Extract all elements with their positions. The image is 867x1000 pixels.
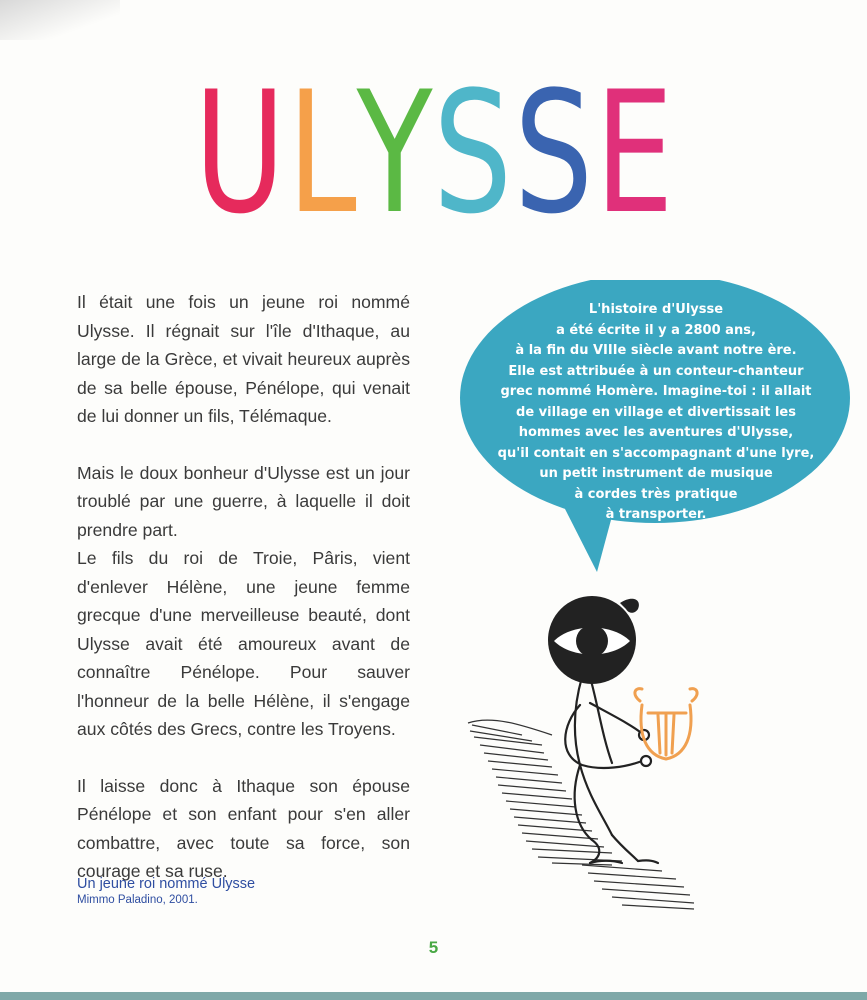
bubble-line: de village en village et divertissait les: [516, 404, 796, 420]
page-title: [0, 55, 867, 251]
caption-title: Un jeune roi nommé Ulysse: [77, 876, 256, 892]
bubble-line: a été écrite il y a 2800 ans,: [556, 322, 756, 338]
title-letter: U: [194, 55, 287, 251]
bubble-line: grec nommé Homère. Imagine-toi : il allait: [500, 384, 812, 399]
page-corner-shadow: [0, 0, 120, 40]
bubble-line: un petit instrument de musique: [539, 466, 773, 481]
homer-eye-character-illustration: [462, 585, 722, 920]
title-letter: Y: [356, 55, 434, 251]
bubble-line: Elle est attribuée à un conteur-chanteur: [508, 363, 804, 379]
story-text: [77, 288, 410, 886]
bubble-line: hommes avec les aventures d'Ulysse,: [518, 425, 794, 440]
artwork-caption: [77, 876, 255, 906]
lyre: [635, 689, 697, 759]
bubble-line: à la fin du VIIIe siècle avant notre ère.: [515, 343, 797, 358]
bubble-line: à transporter.: [605, 507, 707, 522]
title-letter: E: [594, 55, 675, 251]
bottom-edge: [0, 992, 867, 1000]
title-letter: L: [287, 55, 359, 251]
paragraph: Mais le doux bonheur d'Ulysse est un jour troublé par une guerre, à laquelle il doit prendre part.: [77, 462, 410, 540]
page-number: 5: [428, 938, 439, 957]
caption-subtitle: Mimmo Paladino, 2001.: [77, 894, 198, 906]
title-letter: S: [433, 55, 514, 251]
paragraph: Le fils du roi de Troie, Pâris, vient d'enlever Hélène, une jeune femme grecque d'une merveilleuse beauté, dont Ulysse avait été amoureux avant de connaître Pénélope. Pour sauver l'honneur de la belle Hélène, il s'engage aux côtés des Grecs, contre les Troyens.: [77, 548, 410, 739]
paragraph: Il laisse donc à Ithaque son épouse Pénélope et son enfant pour s'en aller combattre, avec toute sa force, son courage et sa ruse.: [77, 775, 410, 881]
paragraph: Il était une fois un jeune roi nommé Ulysse. Il régnait sur l'île d'Ithaque, au large de la Grèce, et vivait heureux auprès de sa belle épouse, Pénélope, qui venait de lui donner un fils, Télémaque.: [77, 292, 410, 426]
bubble-line: qu'il contait en s'accompagnant d'une lyre,: [497, 445, 815, 461]
bubble-line: L'histoire d'Ulysse: [588, 302, 724, 317]
title-letter: S: [514, 55, 595, 251]
bubble-text: [470, 300, 842, 526]
bubble-line: à cordes très pratique: [574, 486, 738, 502]
